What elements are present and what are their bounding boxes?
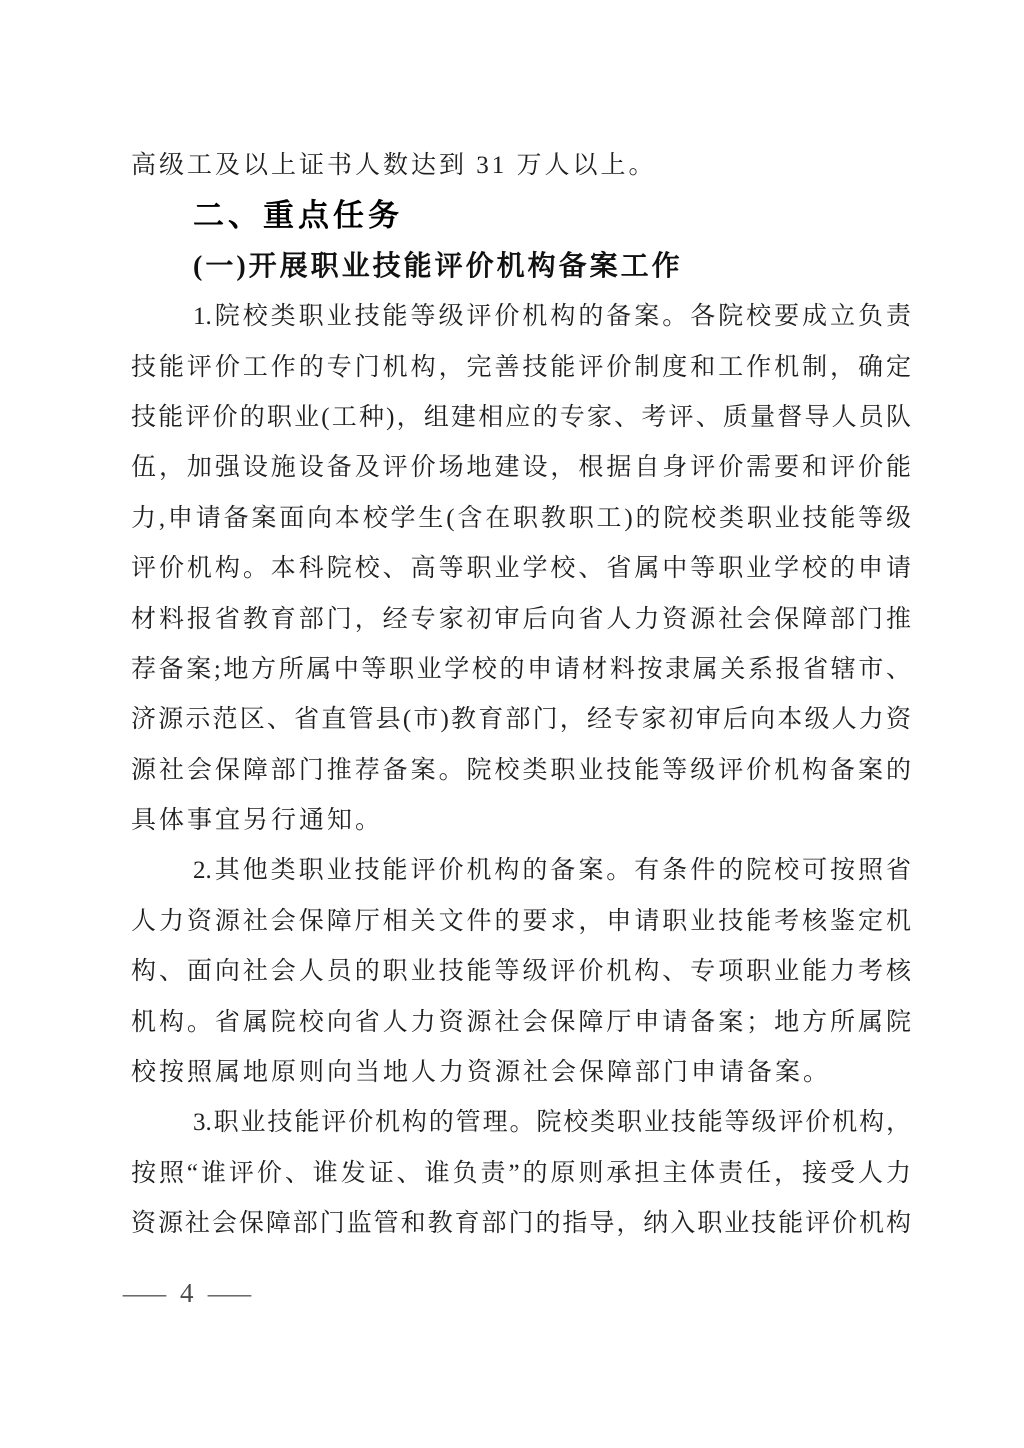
paragraph-3-line: 按照“谁评价、谁发证、谁负责”的原则承担主体责任，接受人力: [131, 1159, 911, 1187]
paragraph-3-line: 资源社会保障部门监管和教育部门的指导，纳入职业技能评价机构: [131, 1210, 911, 1238]
footer-dash-right: —: [207, 1277, 251, 1308]
footer-dash-left: —: [122, 1277, 167, 1308]
paragraph-2-line: 人力资源社会保障厅相关文件的要求，申请职业技能考核鉴定机: [131, 907, 911, 935]
text-line-continued: 高级工及以上证书人数达到 31 万人以上。: [131, 152, 657, 179]
paragraph-1-line: 伍，加强设施设备及评价场地建设，根据自身评价需要和评价能: [131, 454, 911, 482]
paragraph-1-line: 源社会保障部门推荐备案。院校类职业技能等级评价机构备案的: [131, 756, 911, 784]
paragraph-3-line: 3.职业技能评价机构的管理。院校类职业技能等级评价机构，: [193, 1109, 911, 1137]
paragraph-1-line: 1.院校类职业技能等级评价机构的备案。各院校要成立负责: [193, 303, 911, 331]
page-footer: [122, 1268, 251, 1318]
paragraph-1-line: 力,申请备案面向本校学生(含在职教职工)的院校类职业技能等级: [131, 504, 911, 532]
subsection-heading: (一)开展职业技能评价机构备案工作: [193, 250, 683, 282]
paragraph-1-line: 济源示范区、省直管县(市)教育部门，经专家初审后向本级人力资: [131, 706, 911, 734]
section-heading: 二、重点任务: [193, 198, 403, 234]
document-body: [131, 141, 911, 1250]
paragraph-2-line: 2.其他类职业技能评价机构的备案。有条件的院校可按照省: [193, 857, 911, 885]
paragraph-1-line: 技能评价的职业(工种)，组建相应的专家、考评、质量督导人员队: [131, 403, 911, 431]
paragraph-1-line: 评价机构。本科院校、高等职业学校、省属中等职业学校的申请: [131, 555, 911, 583]
paragraph-2-line: 构、面向社会人员的职业技能等级评价机构、专项职业能力考核: [131, 958, 911, 986]
paragraph-1-line: 技能评价工作的专门机构，完善技能评价制度和工作机制，确定: [131, 353, 911, 381]
paragraph-1-line: 具体事宜另行通知。: [131, 807, 384, 835]
paragraph-2-line: 机构。省属院校向省人力资源社会保障厅申请备案；地方所属院: [131, 1008, 911, 1036]
paragraph-1-line: 荐备案;地方所属中等职业学校的申请材料按隶属关系报省辖市、: [131, 655, 911, 683]
paragraph-2-line: 校按照属地原则向当地人力资源社会保障部门申请备案。: [131, 1059, 832, 1087]
paragraph-1-line: 材料报省教育部门，经专家初审后向省人力资源社会保障部门推: [131, 605, 911, 633]
page-number: 4: [180, 1277, 194, 1308]
